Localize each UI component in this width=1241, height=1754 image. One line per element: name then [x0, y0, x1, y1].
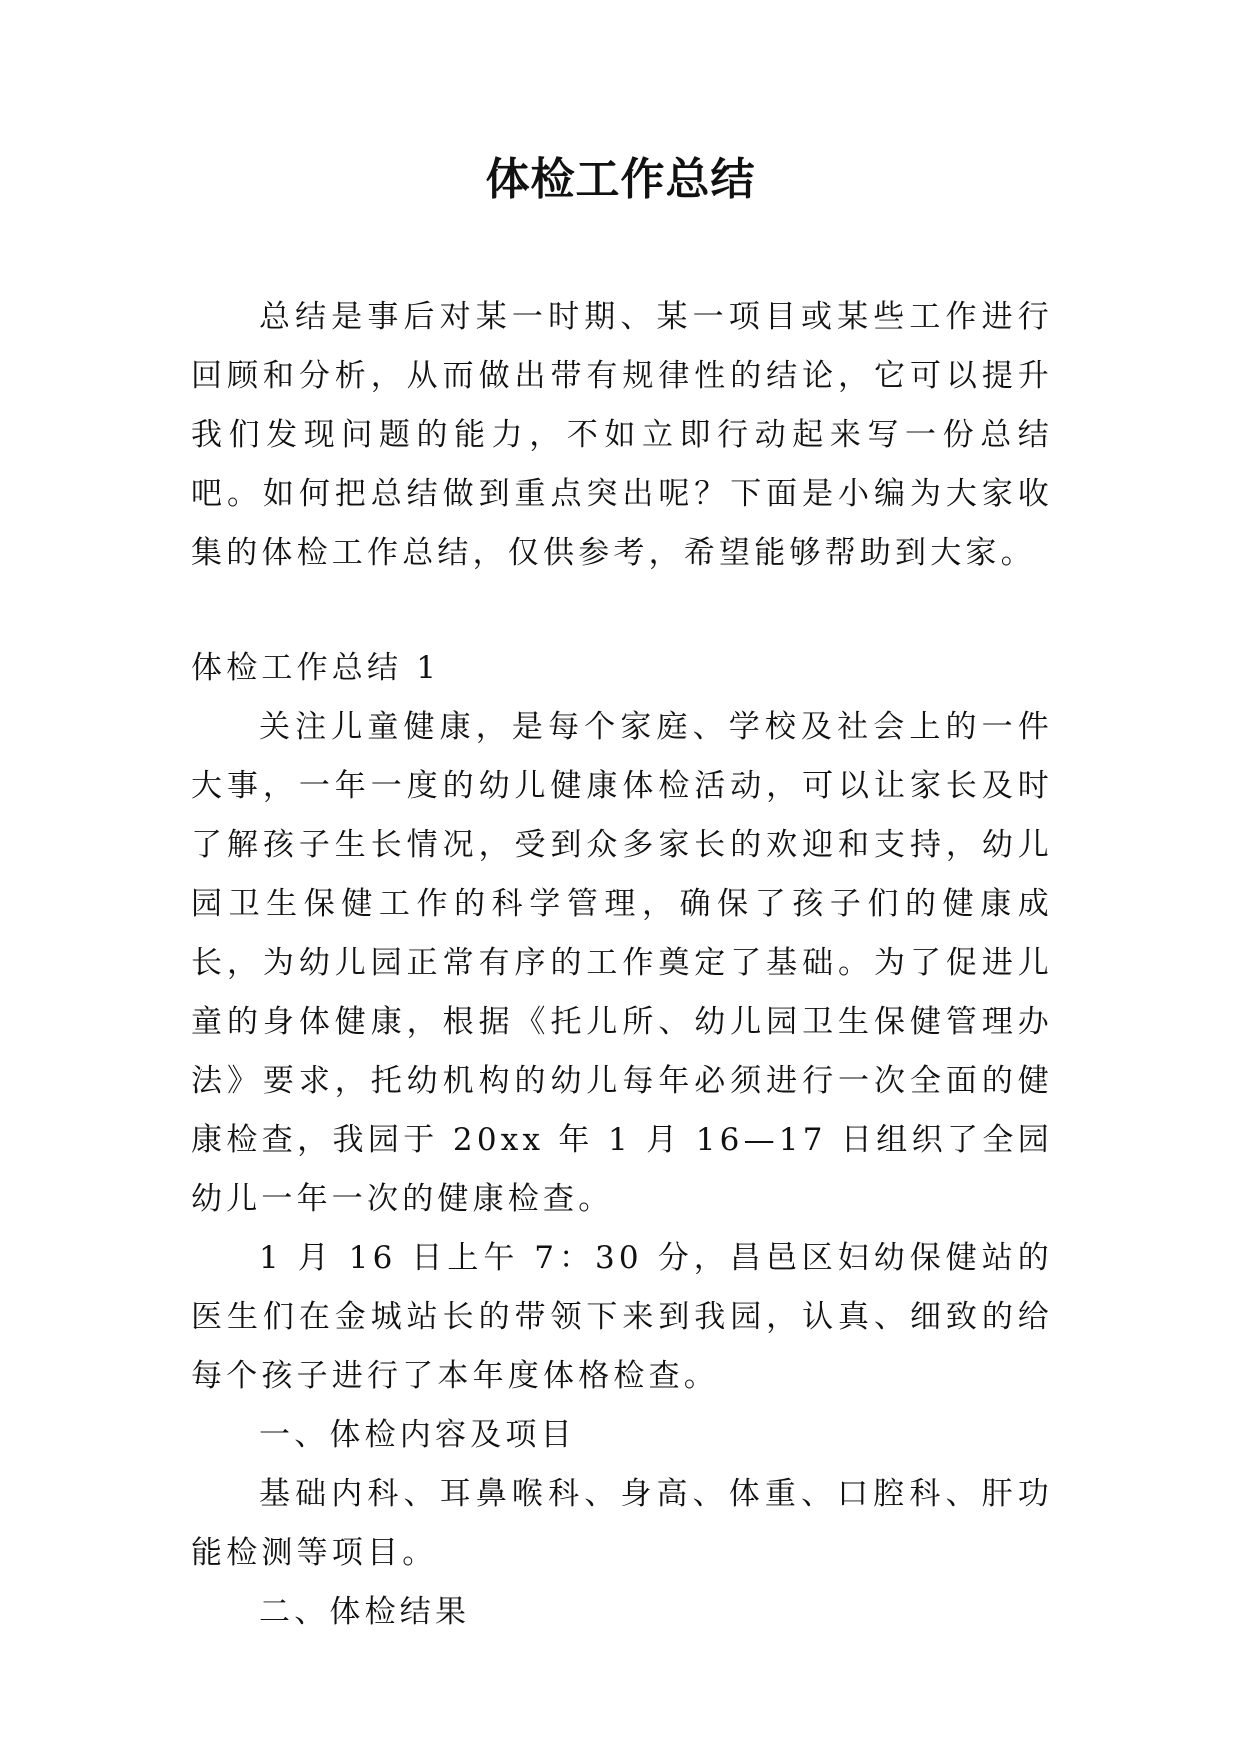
subheading-results: 二、体检结果	[259, 1594, 471, 1630]
body-paragraph: 基础内科、耳鼻喉科、身高、体重、口腔科、肝功能检测等项目。	[191, 1476, 1053, 1571]
document-title: 体检工作总结	[485, 154, 756, 205]
section-heading-1: 体检工作总结 1	[191, 650, 441, 686]
subheading-content-items: 一、体检内容及项目	[259, 1417, 576, 1453]
intro-paragraph: 总结是事后对某一时期、某一项目或某些工作进行回顾和分析，从而做出带有规律性的结论，它可以提升我们发现问题的能力，不如立即行动起来写一份总结吧。如何把总结做到重点突出呢？下面是小编为大家收集的体检工作总结，仅供参考，希望能够帮助到大家。	[191, 299, 1053, 571]
document-body	[191, 288, 1053, 1642]
body-paragraph: 关注儿童健康，是每个家庭、学校及社会上的一件大事，一年一度的幼儿健康体检活动，可以让家长及时了解孩子生长情况，受到众多家长的欢迎和支持，幼儿园卫生保健工作的科学管理，确保了孩子们的健康成长，为幼儿园正常有序的工作奠定了基础。为了促进儿童的身体健康，根据《托儿所、幼儿园卫生保健管理办法》要求，托幼机构的幼儿每年必须进行一次全面的健康检查，我园于 20xx 年 1 月 16—17 日组织了全园幼儿一年一次的健康检查。	[191, 709, 1053, 1217]
body-paragraph: 1 月 16 日上午 7：30 分，昌邑区妇幼保健站的医生们在金城站长的带领下来到我园，认真、细致的给每个孩子进行了本年度体格检查。	[191, 1240, 1053, 1394]
